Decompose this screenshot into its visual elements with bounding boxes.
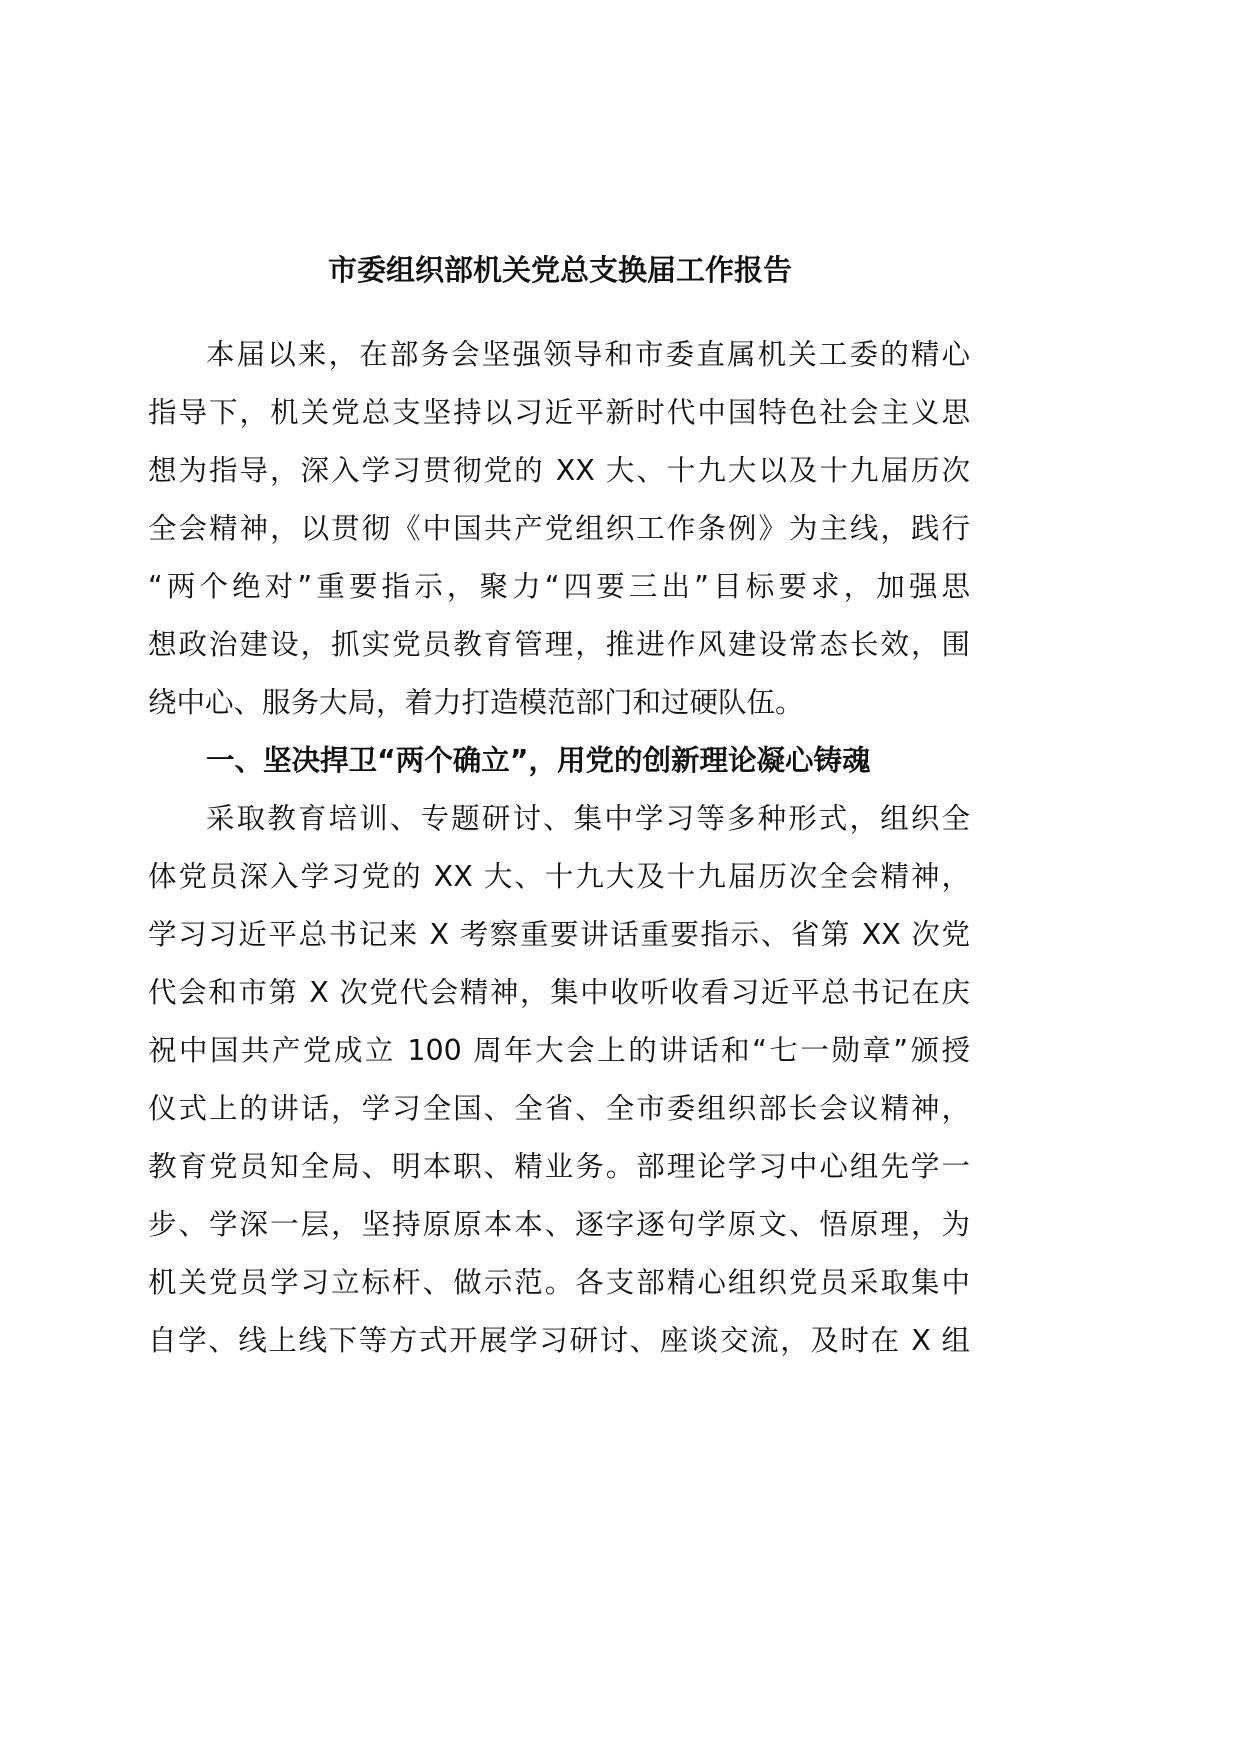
paragraph xyxy=(148,326,970,732)
text-line: “两个绝对”重要指示，聚力“四要三出”目标要求，加强思 xyxy=(148,570,970,603)
text-line: 指导下，机关党总支坚持以习近平新时代中国特色社会主义思 xyxy=(148,396,970,429)
text-line: 全会精神，以贯彻《中国共产党组织工作条例》为主线，践行 xyxy=(148,512,970,545)
text-line: 教育党员知全局、明本职、精业务。部理论学习中心组先学一 xyxy=(148,1150,970,1183)
text-line: 代会和市第 X 次党代会精神，集中收听收看习近平总书记在庆 xyxy=(148,976,970,1009)
section-heading xyxy=(148,732,970,790)
paragraph xyxy=(148,790,970,1370)
text-line: 学习习近平总书记来 X 考察重要讲话重要指示、省第 XX 次党 xyxy=(148,918,970,951)
document-body xyxy=(148,326,970,1370)
text-line: 一、坚决捍卫“两个确立”，用党的创新理论凝心铸魂 xyxy=(206,744,871,777)
document-title: 市委组织部机关党总支换届工作报告 xyxy=(327,253,792,287)
text-line: 机关党员学习立标杆、做示范。各支部精心组织党员采取集中 xyxy=(148,1266,970,1299)
text-line: 想为指导，深入学习贯彻党的 XX 大、十九大以及十九届历次 xyxy=(148,454,970,487)
text-line: 绕中心、服务大局，着力打造模范部门和过硬队伍。 xyxy=(148,686,804,719)
text-line: 想政治建设，抓实党员教育管理，推进作风建设常态长效，围 xyxy=(148,628,970,661)
text-line: 本届以来，在部务会坚强领导和市委直属机关工委的精心 xyxy=(206,338,970,371)
text-line: 体党员深入学习党的 XX 大、十九大及十九届历次全会精神， xyxy=(148,860,970,893)
text-line: 步、学深一层，坚持原原本本、逐字逐句学原文、悟原理，为 xyxy=(148,1208,970,1241)
text-line: 仪式上的讲话，学习全国、全省、全市委组织部长会议精神， xyxy=(148,1092,970,1125)
text-line: 祝中国共产党成立 100 周年大会上的讲话和“七一勋章”颁授 xyxy=(148,1034,970,1067)
text-line: 自学、线上线下等方式开展学习研讨、座谈交流，及时在 X 组 xyxy=(148,1324,970,1357)
text-line: 采取教育培训、专题研讨、集中学习等多种形式，组织全 xyxy=(206,802,970,835)
